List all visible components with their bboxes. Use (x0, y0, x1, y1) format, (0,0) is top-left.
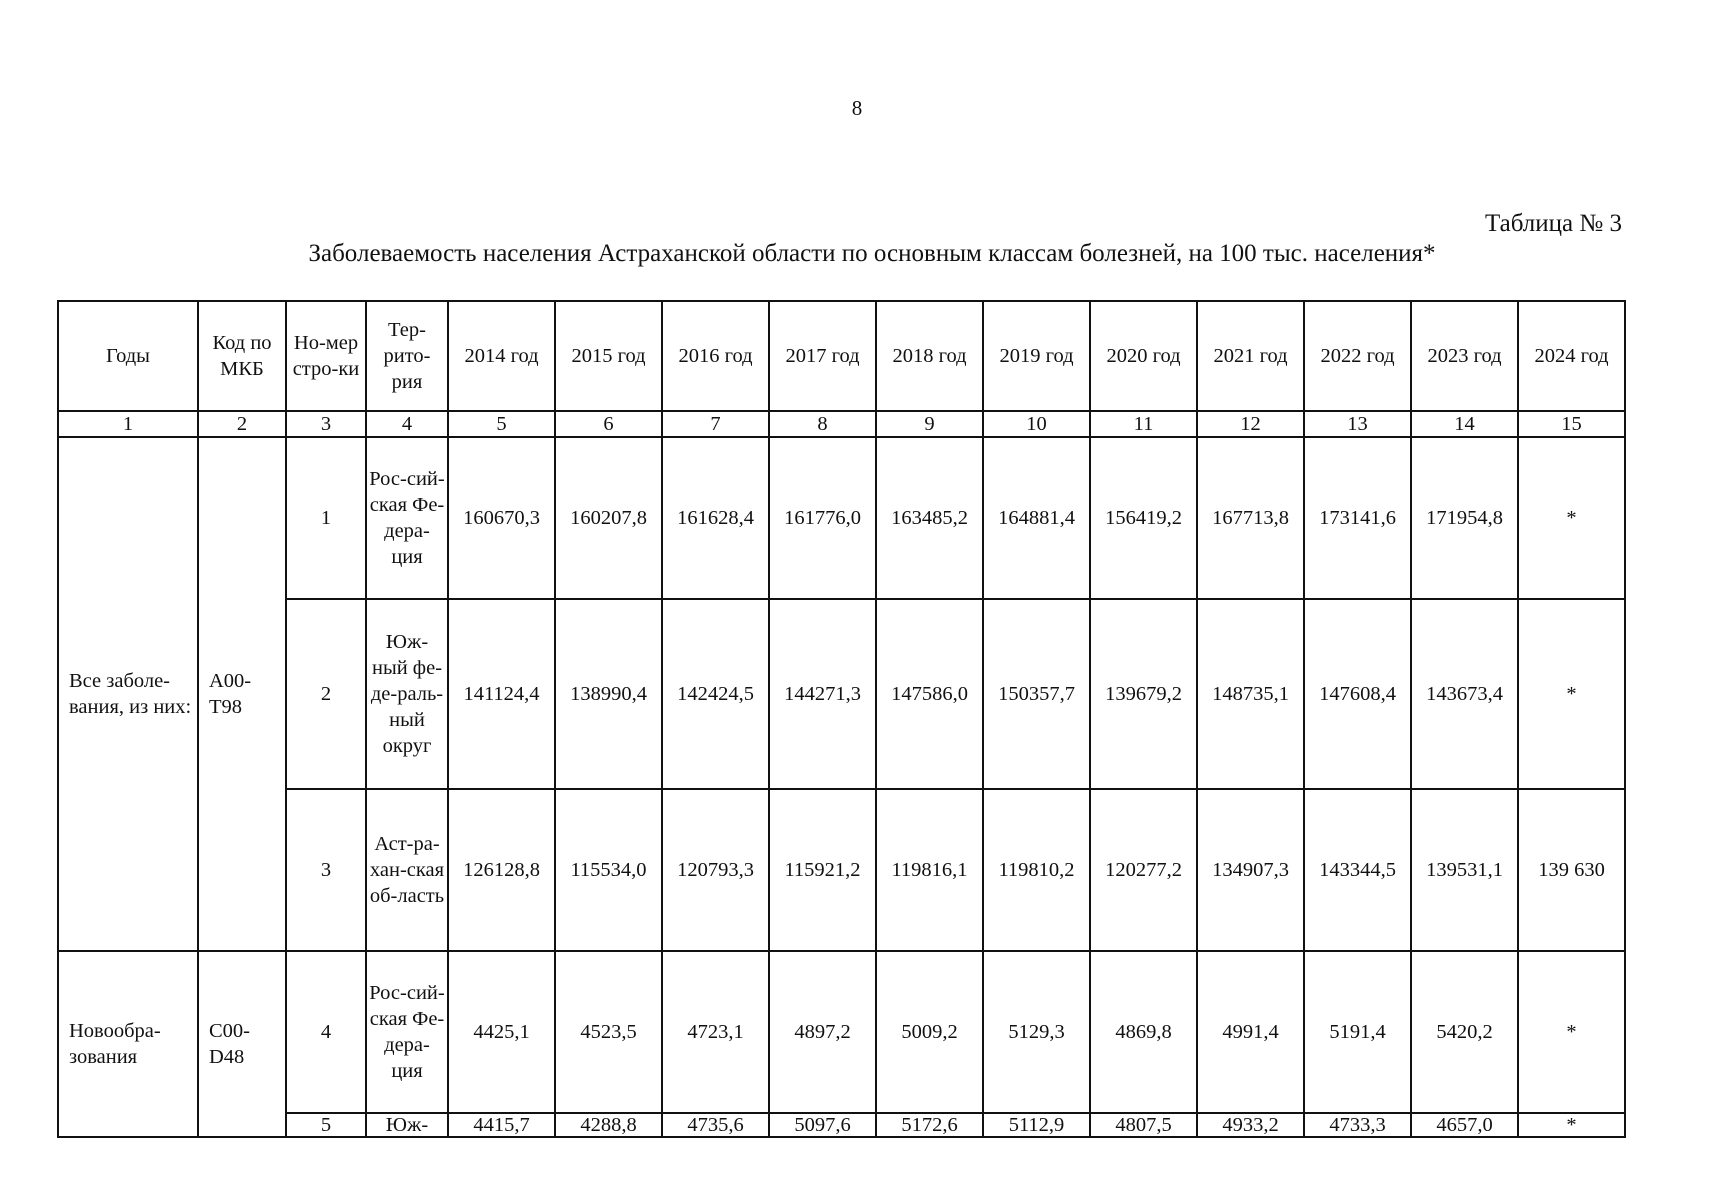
column-index-cell: 4 (366, 411, 448, 437)
morbidity-table (57, 300, 1626, 1138)
table-row (58, 1113, 1625, 1137)
column-index-cell: 11 (1090, 411, 1197, 437)
column-index-cell: 8 (769, 411, 876, 437)
table-row (58, 599, 1625, 789)
value-cell: 156419,2 (1090, 437, 1197, 599)
column-index-cell: 5 (448, 411, 555, 437)
value-cell: 4733,3 (1304, 1113, 1411, 1137)
header-year-2021: 2021 год (1197, 301, 1304, 411)
value-cell: 4991,4 (1197, 951, 1304, 1113)
territory-cell: Аст-ра-хан-ская об-ласть (366, 789, 448, 951)
group-name-all-diseases: Все заболе-вания, из них: (58, 437, 198, 951)
value-cell: 5172,6 (876, 1113, 983, 1137)
table-row (58, 951, 1625, 1113)
header-year-2024: 2024 год (1518, 301, 1625, 411)
header-year-2017: 2017 год (769, 301, 876, 411)
value-cell: 163485,2 (876, 437, 983, 599)
table-title: Заболеваемость населения Астраханской области по основным классам болезней, на 100 тыс. населения* (308, 240, 1436, 267)
value-cell: 115921,2 (769, 789, 876, 951)
row-number: 1 (286, 437, 366, 599)
value-cell: 5129,3 (983, 951, 1090, 1113)
value-cell: 5420,2 (1411, 951, 1518, 1113)
column-index-cell: 7 (662, 411, 769, 437)
value-cell: 5191,4 (1304, 951, 1411, 1113)
value-cell: 167713,8 (1197, 437, 1304, 599)
header-year-2022: 2022 год (1304, 301, 1411, 411)
value-cell: 148735,1 (1197, 599, 1304, 789)
value-cell: 120793,3 (662, 789, 769, 951)
header-year-2018: 2018 год (876, 301, 983, 411)
value-cell: 141124,4 (448, 599, 555, 789)
value-cell: 119816,1 (876, 789, 983, 951)
column-index-cell: 6 (555, 411, 662, 437)
value-cell: 126128,8 (448, 789, 555, 951)
value-cell: 143344,5 (1304, 789, 1411, 951)
value-cell: 4897,2 (769, 951, 876, 1113)
value-cell: 4807,5 (1090, 1113, 1197, 1137)
row-number: 4 (286, 951, 366, 1113)
value-cell: 4869,8 (1090, 951, 1197, 1113)
value-cell: 147586,0 (876, 599, 983, 789)
header-year-2015: 2015 год (555, 301, 662, 411)
value-cell: 160670,3 (448, 437, 555, 599)
value-cell: 5097,6 (769, 1113, 876, 1137)
column-index-cell: 14 (1411, 411, 1518, 437)
value-cell: 142424,5 (662, 599, 769, 789)
column-index-cell: 10 (983, 411, 1090, 437)
column-index-cell: 15 (1518, 411, 1625, 437)
value-cell: 115534,0 (555, 789, 662, 951)
value-cell: 4735,6 (662, 1113, 769, 1137)
value-cell: 4415,7 (448, 1113, 555, 1137)
value-cell: 4288,8 (555, 1113, 662, 1137)
value-cell: 4933,2 (1197, 1113, 1304, 1137)
value-cell: * (1518, 1113, 1625, 1137)
value-cell: 144271,3 (769, 599, 876, 789)
value-cell: 139 630 (1518, 789, 1625, 951)
territory-cell: Рос-сий-ская Фе-дера-ция (366, 951, 448, 1113)
column-index-cell: 3 (286, 411, 366, 437)
header-icd-code: Код по МКБ (198, 301, 286, 411)
column-index-cell: 1 (58, 411, 198, 437)
territory-cell: Юж-ный фе-де-раль-ный округ (366, 599, 448, 789)
value-cell: 150357,7 (983, 599, 1090, 789)
group-name-neoplasms: Новообра-зования (58, 951, 198, 1137)
column-index-cell: 2 (198, 411, 286, 437)
row-number: 3 (286, 789, 366, 951)
value-cell: 4657,0 (1411, 1113, 1518, 1137)
value-cell: 5009,2 (876, 951, 983, 1113)
value-cell: 139531,1 (1411, 789, 1518, 951)
value-cell: 171954,8 (1411, 437, 1518, 599)
value-cell: 173141,6 (1304, 437, 1411, 599)
value-cell: 161776,0 (769, 437, 876, 599)
table-row (58, 789, 1625, 951)
row-number: 5 (286, 1113, 366, 1137)
header-years: Годы (58, 301, 198, 411)
header-territory: Тер-рито-рия (366, 301, 448, 411)
value-cell: 119810,2 (983, 789, 1090, 951)
territory-cell: Рос-сий-ская Фе-дера-ция (366, 437, 448, 599)
header-year-2020: 2020 год (1090, 301, 1197, 411)
value-cell: 138990,4 (555, 599, 662, 789)
group-code-neoplasms: С00-D48 (198, 951, 286, 1137)
header-year-2019: 2019 год (983, 301, 1090, 411)
value-cell: 147608,4 (1304, 599, 1411, 789)
value-cell: 4723,1 (662, 951, 769, 1113)
value-cell: 4523,5 (555, 951, 662, 1113)
value-cell: * (1518, 599, 1625, 789)
header-year-2023: 2023 год (1411, 301, 1518, 411)
column-index-cell: 9 (876, 411, 983, 437)
value-cell: 134907,3 (1197, 789, 1304, 951)
value-cell: 164881,4 (983, 437, 1090, 599)
header-year-2016: 2016 год (662, 301, 769, 411)
value-cell: 5112,9 (983, 1113, 1090, 1137)
header-row (58, 301, 1625, 411)
page-number: 8 (851, 96, 863, 120)
column-index-cell: 13 (1304, 411, 1411, 437)
header-row-number: Но-мер стро-ки (286, 301, 366, 411)
row-number: 2 (286, 599, 366, 789)
value-cell: 120277,2 (1090, 789, 1197, 951)
value-cell: * (1518, 951, 1625, 1113)
value-cell: 161628,4 (662, 437, 769, 599)
value-cell: 160207,8 (555, 437, 662, 599)
territory-cell: Юж- (366, 1113, 448, 1137)
value-cell: * (1518, 437, 1625, 599)
table-caption: Таблица № 3 (1484, 210, 1622, 237)
value-cell: 139679,2 (1090, 599, 1197, 789)
header-year-2014: 2014 год (448, 301, 555, 411)
table-row (58, 437, 1625, 599)
column-index-row (58, 411, 1625, 437)
column-index-cell: 12 (1197, 411, 1304, 437)
group-code-all-diseases: А00-Т98 (198, 437, 286, 951)
value-cell: 143673,4 (1411, 599, 1518, 789)
value-cell: 4425,1 (448, 951, 555, 1113)
